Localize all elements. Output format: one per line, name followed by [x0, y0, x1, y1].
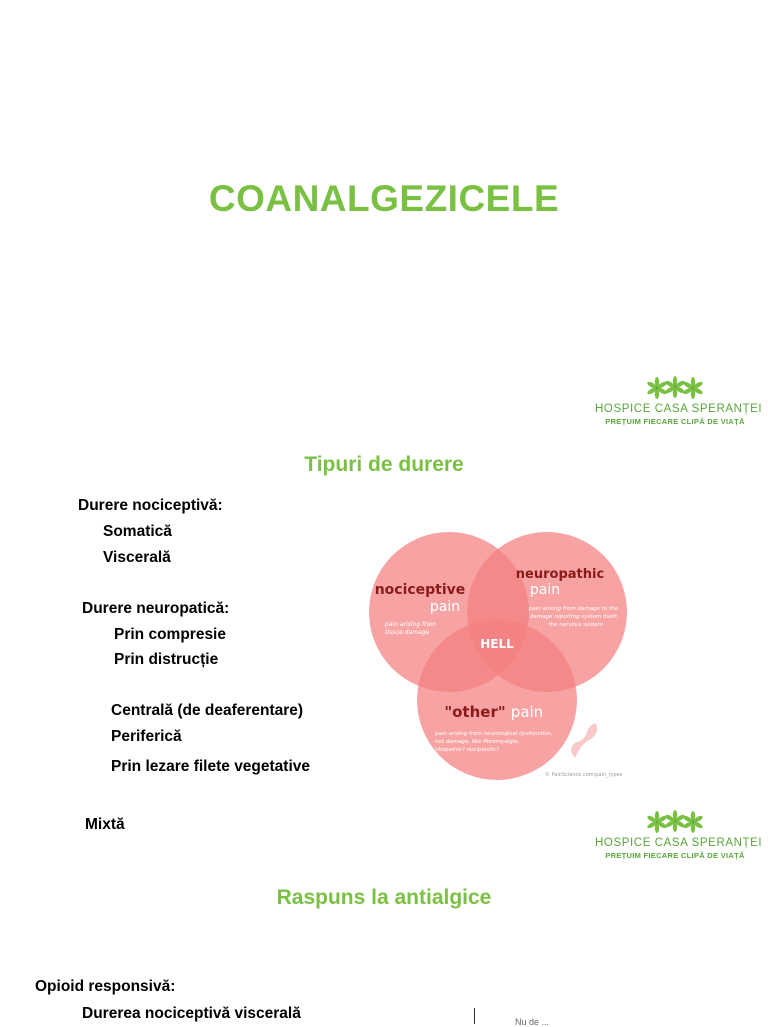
other-desc-1: pain arising from neurological dysfunction,	[435, 731, 553, 737]
hell-center-label: HELL	[480, 637, 514, 651]
divider-line	[474, 1008, 475, 1024]
logo-tagline: PREȚUIM FIECARE CLIPĂ DE VIAȚĂ	[605, 417, 745, 426]
line-peripheral: Periferică	[111, 728, 182, 745]
logo-name: HOSPICE CASA SPERANȚEI	[595, 837, 763, 849]
line-compression: Prin compresie	[114, 626, 226, 643]
neuropathic-desc-1: pain arising from damage to the	[528, 606, 618, 612]
neuropathic-pain-label: pain	[529, 582, 561, 598]
line-visceral-nociceptive: Durerea nociceptivă viscerală	[82, 1005, 301, 1022]
nociceptive-label: nociceptive	[374, 582, 466, 598]
other-desc-3: idiopathic? nociplastic?	[435, 747, 499, 753]
neuropathic-label: neuropathic	[515, 567, 605, 582]
neuropathic-desc-3: the nervous system	[548, 622, 603, 628]
line-visceral: Viscerală	[103, 549, 171, 566]
nociceptive-desc-1: pain arising from	[385, 621, 437, 628]
corner-text: Nu de ...	[515, 1017, 550, 1027]
line-destruction: Prin distrucție	[114, 651, 219, 668]
hospice-logo-2	[595, 810, 763, 860]
other-label: "other"	[444, 703, 506, 721]
line-opioid-responsive: Opioid responsivă:	[35, 978, 176, 995]
other-pain-label: pain	[510, 703, 544, 721]
nociceptive-desc-2: tissue damage	[385, 629, 430, 636]
neuropathic-desc-2: damage reporting system itself,	[529, 614, 618, 620]
slide-title: COANALGEZICELE	[208, 178, 560, 219]
section-title-pain-types: Tipuri de durere	[304, 453, 464, 476]
other-desc-2: not damage, like fibromyalgia,	[435, 739, 520, 745]
logo-name: HOSPICE CASA SPERANȚEI	[595, 403, 763, 415]
pterodactyl-icon	[571, 724, 597, 759]
line-vegetative: Prin lezare filete vegetative	[111, 758, 311, 775]
line-nociceptive: Durere nociceptivă:	[78, 497, 223, 514]
line-neuropathic: Durere neuropatică:	[82, 600, 230, 617]
section-title-analgesic-response: Raspuns la antialgice	[276, 886, 492, 909]
logo-tagline: PREȚUIM FIECARE CLIPĂ DE VIAȚĂ	[605, 851, 745, 860]
hospice-logo	[595, 376, 763, 426]
nociceptive-pain-label: pain	[429, 599, 461, 615]
line-mixed: Mixtă	[85, 816, 125, 833]
flower-logo-icon	[645, 376, 705, 402]
flower-logo-icon	[645, 810, 705, 836]
line-somatic: Somatică	[103, 523, 172, 540]
pain-types-venn-diagram	[365, 530, 627, 782]
painscience-credit: © PainScience.com/pain_types	[545, 772, 623, 778]
line-central: Centrală (de deaferentare)	[111, 702, 304, 719]
